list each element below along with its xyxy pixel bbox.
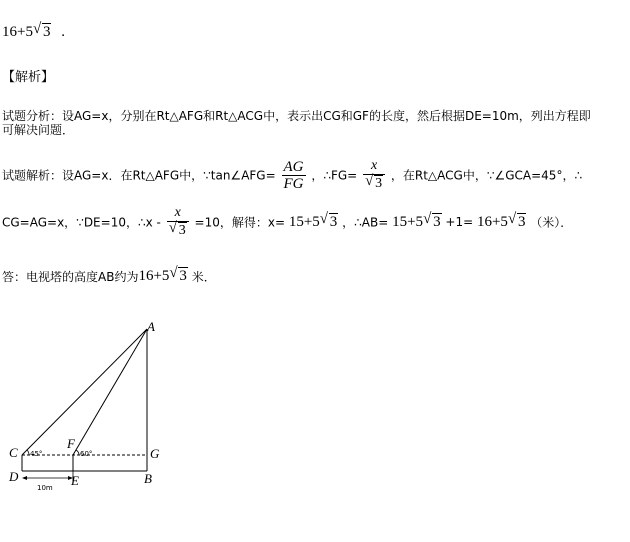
answer-value: 16 — [2, 24, 17, 40]
solution-line-1 — [2, 158, 582, 192]
analysis-line-2: 可解决问题． — [2, 123, 75, 137]
angle-arc-f — [76, 450, 79, 455]
answer-radicand: 3 — [42, 24, 51, 40]
fraction-denominator: FG — [283, 175, 304, 192]
fraction-radicand: 3 — [375, 176, 383, 191]
ab-result: 16+5 √ 3 — [476, 210, 526, 230]
solution-l1-pre: 试题解析：设AG=x．在Rt△AFG中，∵tan∠AFG= — [2, 168, 276, 183]
solution-l2-a: CG=AG=x，∵DE=10，∴x - — [2, 215, 161, 230]
analysis-line-1: 试题分析：设AG=x，分别在Rt△AFG和Rt△ACG中，表示出CG和GF的长度，然后根据DE=10m，列出方程即 — [2, 109, 591, 123]
solution-line-2 — [2, 205, 572, 239]
conclusion-value: 16+5 √ 3 — [138, 265, 187, 284]
label-d: D — [9, 469, 19, 484]
label-f: F — [67, 436, 75, 451]
conclusion-post: 米． — [191, 270, 216, 284]
fraction-x-sqrt3-b: x √ 3 — [167, 205, 189, 239]
fraction-x-sqrt3: x √ 3 — [363, 158, 385, 192]
x-value: 15+5 √ 3 — [288, 210, 338, 230]
geometry-diagram — [0, 315, 200, 500]
solution-l2-c: ，∴AB= — [342, 215, 389, 230]
arrow-head-left — [22, 476, 27, 480]
answer-op: +5 — [17, 24, 33, 40]
answer-line — [2, 21, 65, 41]
answer-sqrt: √ 3 — [32, 21, 51, 40]
fraction-numerator: x — [167, 205, 189, 222]
fraction-numerator: x — [363, 158, 385, 175]
solution-l2-b: =10，解得：x= — [194, 215, 285, 230]
ab-value: 15+5 √ 3 — [392, 210, 441, 230]
solution-l1-post: ，在Rt△ACG中，∵∠GCA=45°，∴ — [390, 168, 583, 183]
conclusion-line — [2, 265, 216, 285]
label-c: C — [9, 445, 18, 460]
label-b: B — [144, 471, 152, 486]
solution-l2-d: +1= — [445, 215, 474, 229]
label-a: A — [147, 319, 155, 334]
answer-end: . — [61, 24, 65, 40]
section-title: 【解析】 — [2, 70, 55, 85]
fraction-radicand: 3 — [178, 223, 186, 238]
fraction-numerator: AG — [283, 158, 304, 175]
fraction-ag-fg — [282, 159, 306, 192]
label-distance: 10m — [37, 484, 53, 492]
label-e: E — [71, 473, 79, 488]
solution-l1-mid: ，∴FG= — [311, 168, 358, 183]
solution-l2-e: （米）． — [530, 215, 573, 230]
conclusion-pre: 答：电视塔的高度AB约为 — [2, 270, 139, 284]
angle-arc-c — [27, 450, 29, 455]
label-angle-f: 60° — [80, 450, 93, 458]
label-g: G — [150, 446, 160, 461]
label-angle-c: 45° — [30, 450, 43, 458]
